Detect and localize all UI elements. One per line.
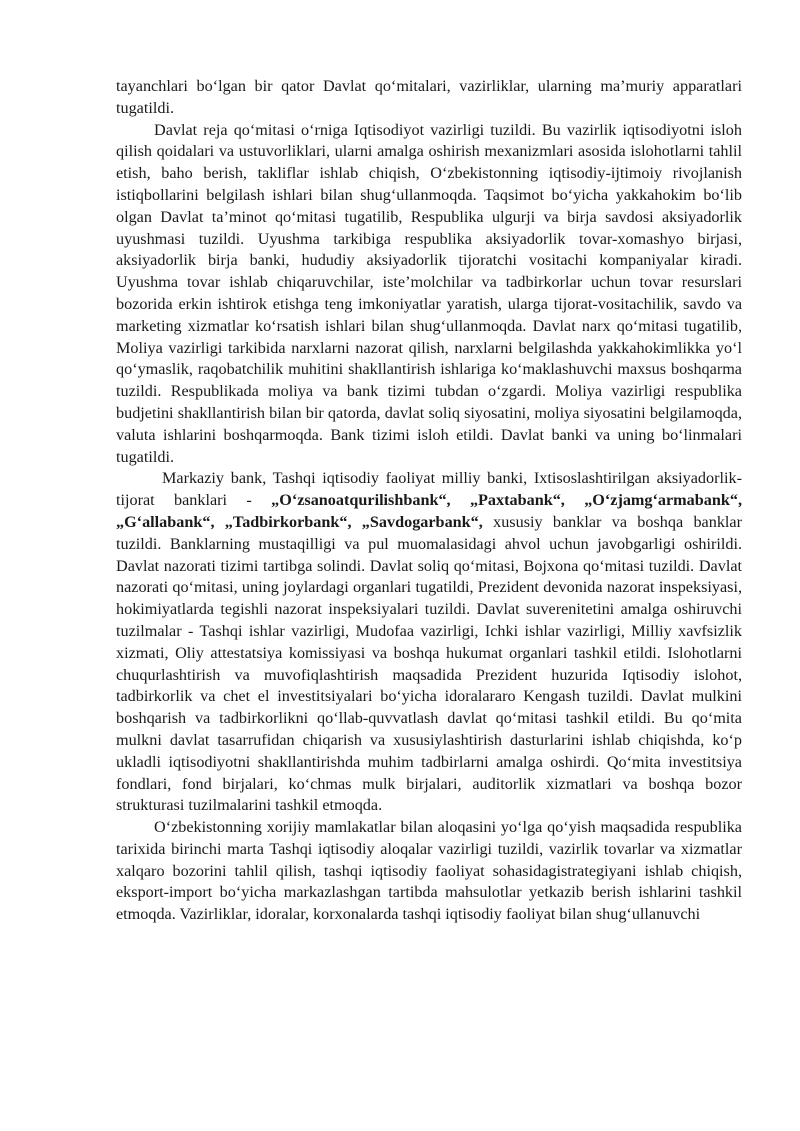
paragraph-3 <box>116 468 742 817</box>
document-page <box>116 76 742 926</box>
paragraph-3-rest: xususiy banklar va boshqa banklar tuzildi. Banklarning mustaqilligi va pul muomalasidagi ahvol uchun javobgarligi oshirildi. Davlat nazorati tizimi tartibga solindi. Davlat soliq qo‘mitasi, Bojxona qo‘mitasi tuzildi. Davlat nazorati qo‘mitasi, uning joylardagi organlari tugatildi, Prezident devonida nazorat inspeksiyasi, hokimiyatlarda tegishli nazorat inspeksiyalari tuzildi. Davlat suverenitetini amalga oshiruvchi tuzilmalar - Tashqi ishlar vazirligi, Mudofaa vazirligi, Ichki ishlar vazirligi, Milliy xavfsizlik xizmati, Oliy attestatsiya komissiyasi va boshqa hukumat organlari tashkil etildi. Islohotlarni chuqurlashtirish va muvofiqlashtirish maqsadida Prezident huzurida Iqtisodiy islohot, tadbirkorlik va chet el investitsiyalari bo‘yicha idoralararo Kengash tuzildi. Davlat mulkini boshqarish va tadbirkorlikni qo‘llab-quvvatlash davlat qo‘mitasi tashkil etildi. Bu qo‘mita mulkni davlat tasarrufidan chiqarish va xususiylashtirish dasturlarini ishlab chiqishda, ko‘p ukladli iqtisodiyotni shakllantirishda muhim tadbirlarni amalga oshirdi. Qo‘mita investitsiya fondlari, fond birjalari, ko‘chmas mulk birjalari, auditorlik xizmatlari va boshqa bozor strukturasi tuzilmalarini tashkil etmoqda. <box>116 512 742 815</box>
paragraph-4: O‘zbekistonning xorijiy mamlakatlar bilan aloqasini yo‘lga qo‘yish maqsadida respublika tarixida birinchi marta Tashqi iqtisodiy aloqalar vazirligi tuzildi, vazirlik tovarlar va xizmatlar xalqaro bozorini tahlil qilish, tashqi iqtisodiy faoliyat sohasidagistrategiyani ishlab chiqish, eksport-import bo‘yicha markazlashgan tartibda mahsulotlar yetkazib berish ishlarini tashkil etmoqda. Vazirliklar, idoralar, korxonalarda tashqi iqtisodiy faoliyat bilan shug‘ullanuvchi <box>116 818 742 924</box>
paragraph-2: Davlat reja qo‘mitasi o‘rniga Iqtisodiyot vazirligi tuzildi. Bu vazirlik iqtisodiyotni isloh qilish qoidalari va ustuvorliklari, ularni amalga oshirish mexanizmlari asosida islohotlarni tahlil etish, baho berish, takliflar ishlab chiqish, O‘zbekistonning iqtisodiy-ijtimoiy rivojlanish istiqbollarini belgilash ishlari bilan shug‘ullanmoqda. Taqsimot bo‘yicha yakkahokim bo‘lib olgan Davlat ta’minot qo‘mitasi tugatilib, Respublika ulgurji va birja savdosi aksiyadorlik uyushmasi tuzildi. Uyushma tarkibiga respublika aksiyadorlik tovar-xomashyo birjasi, aksiyadorlik birja banki, hududiy aksiyadorlik tijoratchi vositachi kompaniyalar kiradi. Uyushma tovar ishlab chiqaruvchilar, iste’molchilar va tadbirkorlar uchun tovar resurslari bozorida erkin ishtirok etishga teng imkoniyatlar yaratish, ularga tijorat-vositachilik, savdo va marketing xizmatlar ko‘rsatish ishlari bilan shug‘ullanmoqda. Davlat narx qo‘mitasi tugatilib, Moliya vazirligi tarkibida narxlarni nazorat qilish, narxlarni belgilashda yakkahokimlikka yo‘l qo‘ymaslik, raqobatchilik muhitini shakllantirish ishlariga ko‘maklashuvchi maxsus boshqarma tuzildi. Respublikada moliya va bank tizimi tubdan o‘zgardi. Moliya vazirligi respublika budjetini shakllantirish bilan bir qatorda, davlat soliq siyosatini, moliya siyosatini belgilamoqda, valuta ishlarini boshqarmoqda. Bank tizimi isloh etildi. Davlat banki va uning bo‘linmalari tugatildi. <box>116 120 742 466</box>
paragraph-3-lead: Markaziy bank, Tashqi iqtisodiy faoliyat milliy banki, Ixtisoslashtirilgan aksiyadorlik-tijorat banklari - <box>116 469 742 510</box>
paragraph-1: tayanchlari bo‘lgan bir qator Davlat qo‘mitalari, vazirliklar, ularning ma’muriy apparatlari tugatildi. <box>116 77 742 117</box>
bank-names-bold: „O‘zsanoatqurilishbank“, „Paxtabank“, „O‘zjamg‘armabank“, „G‘allabank“, „Tadbirkorbank“, „Savdogarbank“, <box>116 491 743 531</box>
